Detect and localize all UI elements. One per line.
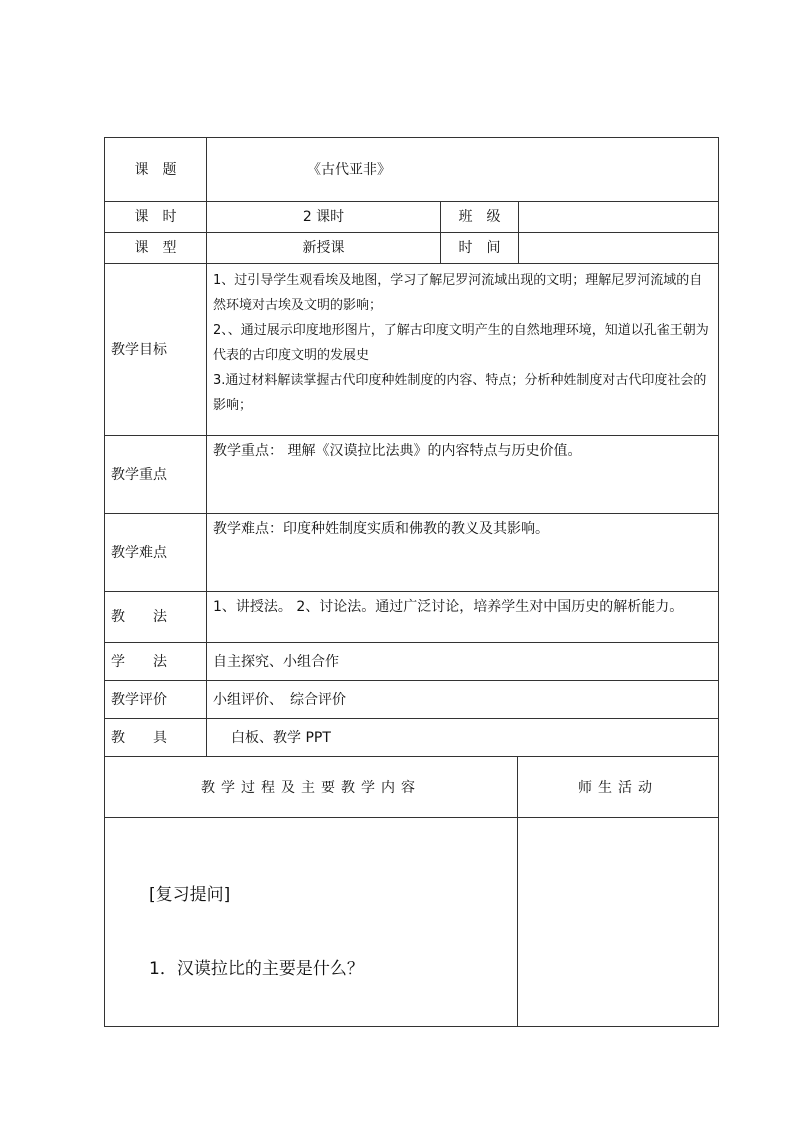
row-goals xyxy=(105,264,719,436)
row-teaching-method xyxy=(105,592,719,643)
lesson-plan-table xyxy=(104,137,719,757)
hours-label: 课 时 xyxy=(105,202,207,233)
row-topic xyxy=(105,138,719,202)
key-value: 教学重点： 理解《汉谟拉比法典》的内容特点与历史价值。 xyxy=(207,436,719,514)
method-label: 教 法 xyxy=(105,592,207,643)
row-type xyxy=(105,233,719,264)
goal-item-3: 3.通过材料解读掌握古代印度种姓制度的内容、特点；分析种姓制度对古代印度社会的影响； xyxy=(213,373,707,413)
row-learning-method xyxy=(105,643,719,681)
topic-value: 《古代亚非》 xyxy=(207,138,719,202)
difficulty-label: 教学难点 xyxy=(105,514,207,592)
process-body-row xyxy=(105,818,719,1027)
review-title: [复习提问] xyxy=(149,885,231,905)
process-section xyxy=(104,756,718,1026)
tools-value: 白板、教学 PPT xyxy=(207,719,719,757)
method-value: 1、讲授法。 2、讨论法。通过广泛讨论，培养学生对中国历史的解析能力。 xyxy=(207,592,719,643)
hours-value: 2 课时 xyxy=(207,202,441,233)
row-evaluation xyxy=(105,681,719,719)
time-label: 时 间 xyxy=(441,233,519,264)
eval-value: 小组评价、 综合评价 xyxy=(207,681,719,719)
time-value xyxy=(519,233,719,264)
process-header-row xyxy=(105,757,719,818)
goal-item-1: 1、过引导学生观看埃及地图，学习了解尼罗河流域出现的文明；理解尼罗河流域的自然环境对古埃及文明的影响； xyxy=(213,273,703,313)
learn-value: 自主探究、小组合作 xyxy=(207,643,719,681)
process-table xyxy=(104,756,719,1027)
row-hours xyxy=(105,202,719,233)
learn-label: 学 法 xyxy=(105,643,207,681)
review-question-1: 1．汉谟拉比的主要是什么？ xyxy=(149,959,364,979)
class-value xyxy=(519,202,719,233)
process-header-activity: 师生活动 xyxy=(518,757,719,818)
goal-item-2: 2、、通过展示印度地形图片，了解古印度文明产生的自然地理环境，知道以孔雀王朝为代表的古印度文明的发展史 xyxy=(213,323,709,363)
type-label: 课 型 xyxy=(105,233,207,264)
process-header-content: 教学过程及主要教学内容 xyxy=(105,757,518,818)
goals-label: 教学目标 xyxy=(105,264,207,436)
tools-label: 教 具 xyxy=(105,719,207,757)
row-tools xyxy=(105,719,719,757)
process-content-cell xyxy=(105,818,518,1027)
process-activity-cell xyxy=(518,818,719,1027)
row-difficulty xyxy=(105,514,719,592)
type-value: 新授课 xyxy=(207,233,441,264)
goals-value xyxy=(207,264,719,436)
class-label: 班 级 xyxy=(441,202,519,233)
row-key-points xyxy=(105,436,719,514)
eval-label: 教学评价 xyxy=(105,681,207,719)
difficulty-value: 教学难点：印度种姓制度实质和佛教的教义及其影响。 xyxy=(207,514,719,592)
key-label: 教学重点 xyxy=(105,436,207,514)
topic-label: 课 题 xyxy=(105,138,207,202)
